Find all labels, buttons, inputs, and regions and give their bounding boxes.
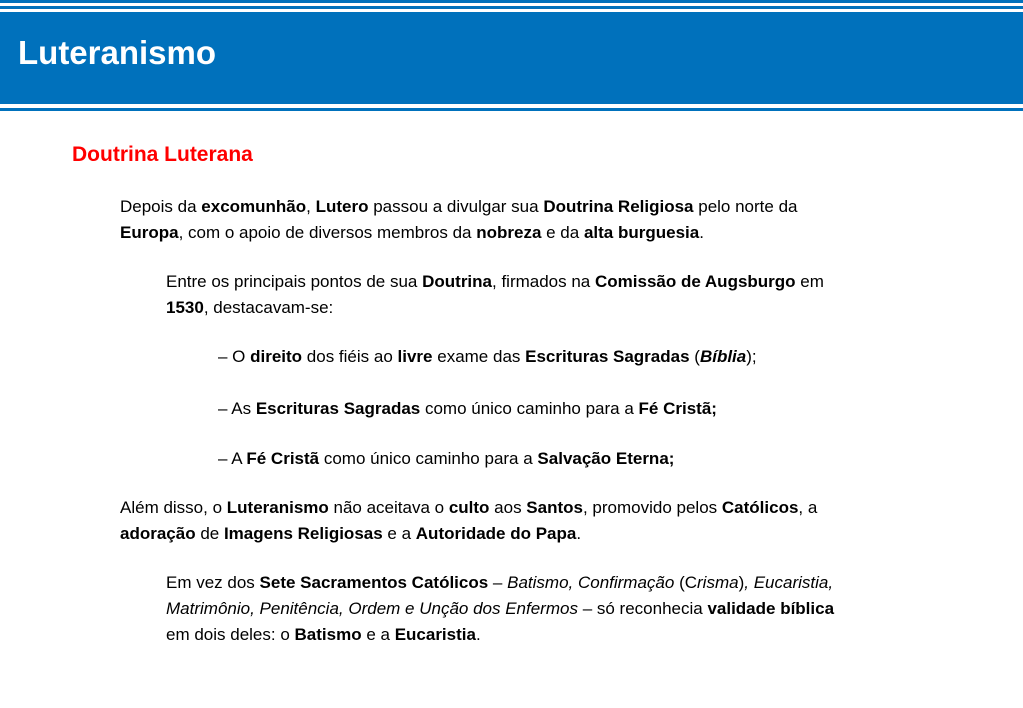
text-run: . — [475, 625, 481, 644]
text-run: em — [795, 272, 824, 291]
text-run: como único caminho para a — [420, 399, 639, 418]
bold-term: Autoridade do Papa — [415, 524, 577, 543]
text-line — [120, 194, 1000, 220]
bold-term: Sete Sacramentos Católicos — [259, 573, 489, 592]
text-run: pelo norte da — [693, 197, 798, 216]
text-run: ); — [746, 347, 757, 366]
paragraph-sacraments — [166, 570, 1006, 648]
list-item-free-examination — [218, 344, 998, 370]
bold-term: livre — [397, 347, 433, 366]
section-heading: Doutrina Luterana — [72, 143, 253, 166]
paragraph-rejections — [120, 495, 1000, 547]
text-line — [218, 446, 998, 472]
bottom-rule — [0, 108, 1023, 111]
text-line — [166, 295, 1006, 321]
text-line — [120, 521, 1000, 547]
text-run: , — [306, 197, 316, 216]
bold-term: Lutero — [315, 197, 369, 216]
bold-term: Escrituras Sagradas — [525, 347, 690, 366]
paragraph-augsburg — [166, 269, 1006, 321]
text-run: aos — [489, 498, 527, 517]
text-run: como único caminho para a — [319, 449, 538, 468]
slide-title: Luteranismo — [18, 34, 217, 71]
text-run: não aceitava o — [328, 498, 449, 517]
text-run: , destacavam-se: — [203, 298, 334, 317]
bold-term: Europa — [120, 223, 179, 242]
bold-term: Fé Cristã — [246, 449, 320, 468]
text-run: , firmados na — [492, 272, 595, 291]
list-item-faith — [218, 446, 998, 472]
list-item-scriptures — [218, 396, 998, 422]
text-run: dos fiéis ao — [302, 347, 398, 366]
text-run: Em vez dos — [166, 573, 260, 592]
paragraph-excommunication — [120, 194, 1000, 246]
text-run: , promovido pelos — [582, 498, 722, 517]
bold-term: Fé Cristã; — [638, 399, 717, 418]
text-run: – só reconhecia — [577, 599, 708, 618]
title-bar — [0, 0, 1023, 112]
bold-term: Luteranismo — [226, 498, 329, 517]
italic-term: risma — [697, 573, 739, 592]
text-run: – O — [218, 347, 251, 366]
text-run: ) — [738, 573, 745, 592]
bold-term: Doutrina Religiosa — [543, 197, 694, 216]
bold-term: nobreza — [476, 223, 542, 242]
text-run: em dois deles: o — [166, 625, 295, 644]
text-line — [166, 596, 1006, 622]
italic-term: , Eucaristia, — [744, 573, 834, 592]
bold-term: Santos — [526, 498, 583, 517]
text-line — [218, 396, 998, 422]
bold-term: validade bíblica — [707, 599, 835, 618]
top-rule — [0, 0, 1023, 3]
bold-term: excomunhão — [201, 197, 307, 216]
bold-term: Católicos — [721, 498, 799, 517]
bold-term: culto — [448, 498, 490, 517]
text-line — [120, 220, 1000, 246]
text-run: . — [576, 524, 582, 543]
text-run: – — [488, 573, 508, 592]
bold-term: Doutrina — [422, 272, 492, 291]
bold-term: direito — [250, 347, 303, 366]
bold-term: Escrituras Sagradas — [255, 399, 421, 418]
top-rule-2 — [0, 6, 1023, 9]
text-run: . — [699, 223, 704, 242]
text-run: Depois da — [120, 197, 202, 216]
text-run: de — [195, 524, 224, 543]
bold-term: Imagens Religiosas — [223, 524, 383, 543]
text-line — [166, 622, 1006, 648]
text-run: e a — [382, 524, 416, 543]
text-run: exame das — [432, 347, 526, 366]
bold-term: adoração — [120, 524, 196, 543]
text-run: Além disso, o — [120, 498, 227, 517]
text-run: , a — [798, 498, 818, 517]
text-line — [166, 570, 1006, 596]
text-run: e a — [361, 625, 395, 644]
bold-term: Salvação Eterna; — [537, 449, 675, 468]
text-run: e da — [541, 223, 584, 242]
text-line — [166, 269, 1006, 295]
italic-term: Batismo, Confirmação — [507, 573, 675, 592]
italic-term: Matrimônio, Penitência, Ordem e Unção dos Enfermos — [166, 599, 578, 618]
text-run: (C — [674, 573, 698, 592]
text-run: passou a divulgar sua — [368, 197, 544, 216]
bold-term: Eucaristia — [394, 625, 476, 644]
text-run: ( — [689, 347, 700, 366]
bold-term: 1530 — [166, 298, 204, 317]
bold-term: Batismo — [294, 625, 362, 644]
text-run: , com o apoio de diversos membros da — [178, 223, 477, 242]
text-line — [218, 344, 998, 370]
text-run: – A — [218, 449, 247, 468]
text-run: Entre os principais pontos de sua — [166, 272, 423, 291]
bold-italic-term: Bíblia — [699, 347, 747, 366]
text-run: – As — [218, 399, 256, 418]
bold-term: Comissão de Augsburgo — [595, 272, 796, 291]
text-line — [120, 495, 1000, 521]
bold-term: alta burguesia — [583, 223, 700, 242]
